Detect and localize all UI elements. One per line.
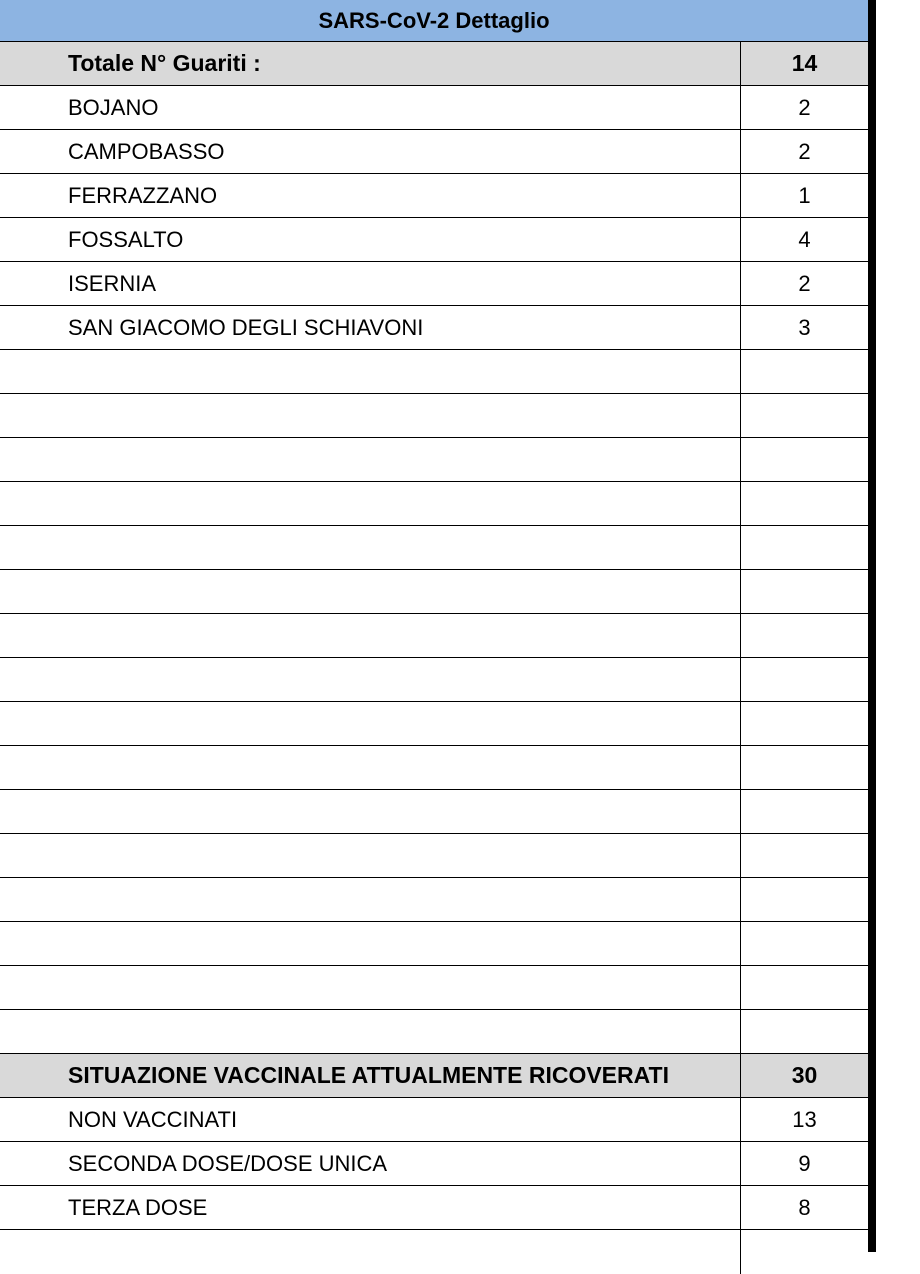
empty-cell <box>740 834 868 877</box>
page-border-right <box>868 0 876 1252</box>
empty-cell <box>740 746 868 789</box>
empty-row <box>0 570 868 614</box>
empty-cell <box>740 482 868 525</box>
empty-cell <box>740 350 868 393</box>
row-value: 8 <box>740 1186 868 1229</box>
row-label: SECONDA DOSE/DOSE UNICA <box>68 1150 388 1176</box>
empty-row <box>0 834 868 878</box>
table-row <box>0 1098 868 1142</box>
empty-cell <box>740 1230 868 1274</box>
row-value: 4 <box>740 218 868 261</box>
empty-cell <box>740 614 868 657</box>
empty-row <box>0 438 868 482</box>
empty-row <box>0 350 868 394</box>
empty-cell <box>740 394 868 437</box>
empty-row <box>0 1230 868 1274</box>
empty-cell <box>740 966 868 1009</box>
table-title: SARS-CoV-2 Dettaglio <box>0 0 868 42</box>
row-label: TERZA DOSE <box>68 1194 208 1220</box>
table-row <box>0 130 868 174</box>
table-row <box>0 86 868 130</box>
guariti-total-value: 14 <box>740 42 868 85</box>
table-row <box>0 1186 868 1230</box>
empty-row <box>0 526 868 570</box>
empty-row <box>0 394 868 438</box>
empty-cell <box>740 878 868 921</box>
row-label: BOJANO <box>68 94 159 120</box>
empty-row <box>0 878 868 922</box>
row-value: 9 <box>740 1142 868 1185</box>
table-row <box>0 218 868 262</box>
empty-row <box>0 1010 868 1054</box>
row-value: 2 <box>740 130 868 173</box>
empty-cell <box>740 570 868 613</box>
empty-row <box>0 658 868 702</box>
guariti-header-label: Totale N° Guariti : <box>68 50 261 76</box>
guariti-header-row <box>0 42 868 86</box>
row-label: FERRAZZANO <box>68 182 218 208</box>
empty-row <box>0 922 868 966</box>
vaccinale-header-row <box>0 1054 868 1098</box>
empty-row <box>0 966 868 1010</box>
table-row <box>0 306 868 350</box>
row-value: 3 <box>740 306 868 349</box>
empty-cell <box>740 922 868 965</box>
empty-row <box>0 746 868 790</box>
empty-row <box>0 614 868 658</box>
empty-cell <box>740 438 868 481</box>
row-label: ISERNIA <box>68 270 157 296</box>
vaccinale-header-label: SITUAZIONE VACCINALE ATTUALMENTE RICOVERATI <box>68 1062 669 1088</box>
row-value: 13 <box>740 1098 868 1141</box>
table-row <box>0 1142 868 1186</box>
row-value: 2 <box>740 262 868 305</box>
table-row <box>0 262 868 306</box>
empty-cell <box>740 790 868 833</box>
empty-row <box>0 482 868 526</box>
row-label: SAN GIACOMO DEGLI SCHIAVONI <box>68 314 424 340</box>
empty-cell <box>740 526 868 569</box>
empty-cell <box>740 658 868 701</box>
row-label: FOSSALTO <box>68 226 184 252</box>
row-label: NON VACCINATI <box>68 1106 238 1132</box>
table-row <box>0 174 868 218</box>
vaccinale-total-value: 30 <box>740 1054 868 1097</box>
empty-cell <box>740 702 868 745</box>
row-label: CAMPOBASSO <box>68 138 225 164</box>
row-value: 1 <box>740 174 868 217</box>
empty-row <box>0 702 868 746</box>
empty-cell <box>740 1010 868 1053</box>
row-value: 2 <box>740 86 868 129</box>
empty-row <box>0 790 868 834</box>
